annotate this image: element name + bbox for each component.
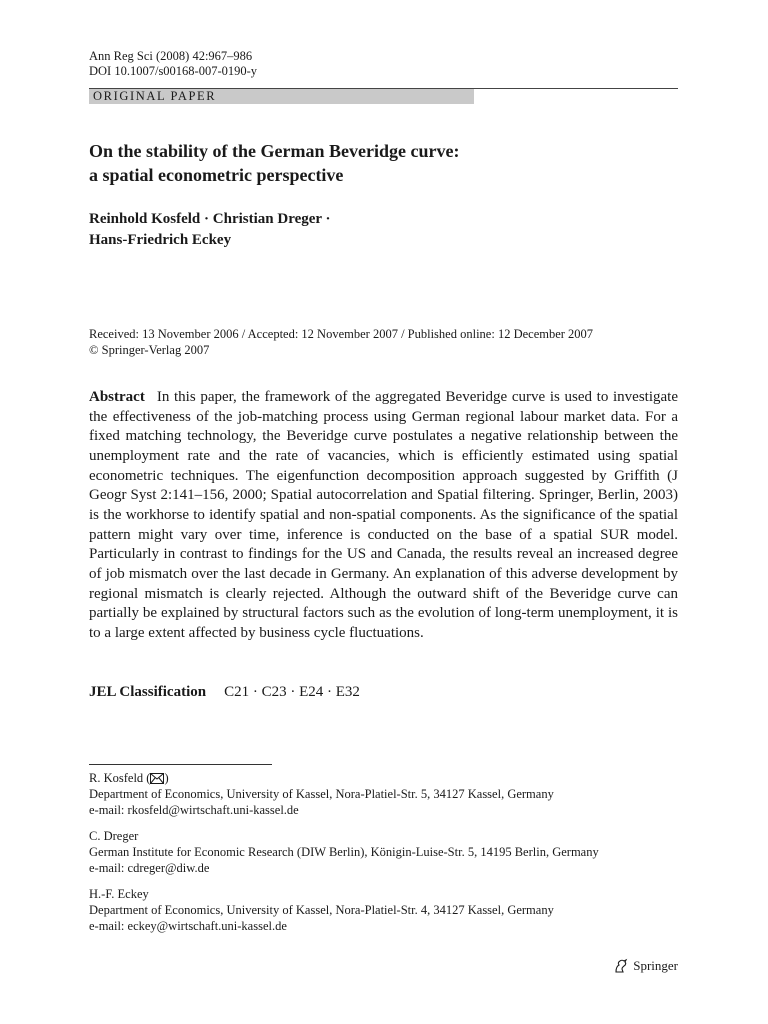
publisher-logo [613, 958, 678, 974]
affiliation-name: H.-F. Eckey [89, 887, 149, 901]
affiliation-email[interactable]: e-mail: cdreger@diw.de [89, 860, 210, 875]
authors-line-2: Hans-Friedrich Eckey [89, 232, 232, 248]
article-history [89, 326, 593, 358]
jel-classification [89, 683, 360, 702]
footnote-rule [89, 764, 272, 765]
affiliation-email[interactable]: e-mail: eckey@wirtschaft.uni-kassel.de [89, 918, 287, 933]
abstract-label: Abstract [89, 389, 145, 405]
affiliation-dreger [89, 829, 599, 876]
category-bar [89, 89, 474, 104]
affiliation-dept: Department of Economics, University of Kassel, Nora-Platiel-Str. 5, 34127 Kassel, Germany [89, 786, 554, 801]
affiliation-email[interactable]: e-mail: rkosfeld@wirtschaft.uni-kassel.de [89, 802, 299, 817]
jel-label: JEL Classification [89, 684, 207, 700]
title-line-2: a spatial econometric perspective [89, 165, 344, 185]
journal-header [89, 49, 257, 79]
envelope-icon[interactable] [150, 773, 164, 784]
affiliation-kosfeld [89, 771, 554, 818]
jel-codes: C21 · C23 · E24 · E32 [224, 684, 360, 700]
title-line-1: On the stability of the German Beveridge curve: [89, 141, 460, 161]
author-list [89, 209, 331, 251]
publisher-name: Springer [633, 958, 678, 973]
copyright: © Springer-Verlag 2007 [89, 343, 210, 357]
affiliation-eckey [89, 887, 554, 934]
paper-page [89, 0, 678, 1024]
affiliation-name: C. Dreger [89, 829, 139, 843]
abstract [89, 388, 678, 644]
affiliation-name: R. Kosfeld ( ) [89, 771, 169, 785]
doi[interactable]: DOI 10.1007/s00168-007-0190-y [89, 64, 258, 78]
authors-line-1: Reinhold Kosfeld · Christian Dreger · [89, 211, 331, 227]
history-dates: Received: 13 November 2006 / Accepted: 12 November 2007 / Published online: 12 December 2007 [89, 327, 594, 341]
abstract-text: In this paper, the framework of the aggregated Beveridge curve is used to investigate the effectiveness of the job-matching process using German regional labour market data. For a fixed matching technology, the Beveridge curve postulates a negative relationship between the unemployment rate and the rate of vacancies, which is efficiently estimated using spatial econometric techniques. The eigenfunction decomposition approach suggested by Griffith (J Geogr Syst 2:141–156, 2000; Spatial autocorrelation and Spatial filtering. Springer, Berlin, 2003) is the workhorse to identify spatial and non-spatial components. As the significance of the spatial pattern might vary over time, inference is conducted on the base of a spatial SUR model. Particularly in contrast to findings for the US and Canada, the results reveal an increased degree of job mismatch over the last decade in Germany. An explanation of this adverse development by regional mismatch is clearly rejected. Although the outward shift of the Beveridge curve can partially be explained by structural factors such as the evolution of long-term unemployment, it is to a large extent affected by business cycle fluctuations. [89, 389, 678, 641]
affiliation-dept: German Institute for Economic Research (DIW Berlin), Königin-Luise-Str. 5, 14195 Berlin, Germany [89, 844, 599, 859]
springer-horse-icon [613, 958, 629, 974]
journal-citation: Ann Reg Sci (2008) 42:967–986 [89, 49, 253, 63]
paper-title [89, 139, 678, 187]
category-label: ORIGINAL PAPER [93, 89, 217, 103]
affiliation-dept: Department of Economics, University of Kassel, Nora-Platiel-Str. 4, 34127 Kassel, Germany [89, 902, 554, 917]
